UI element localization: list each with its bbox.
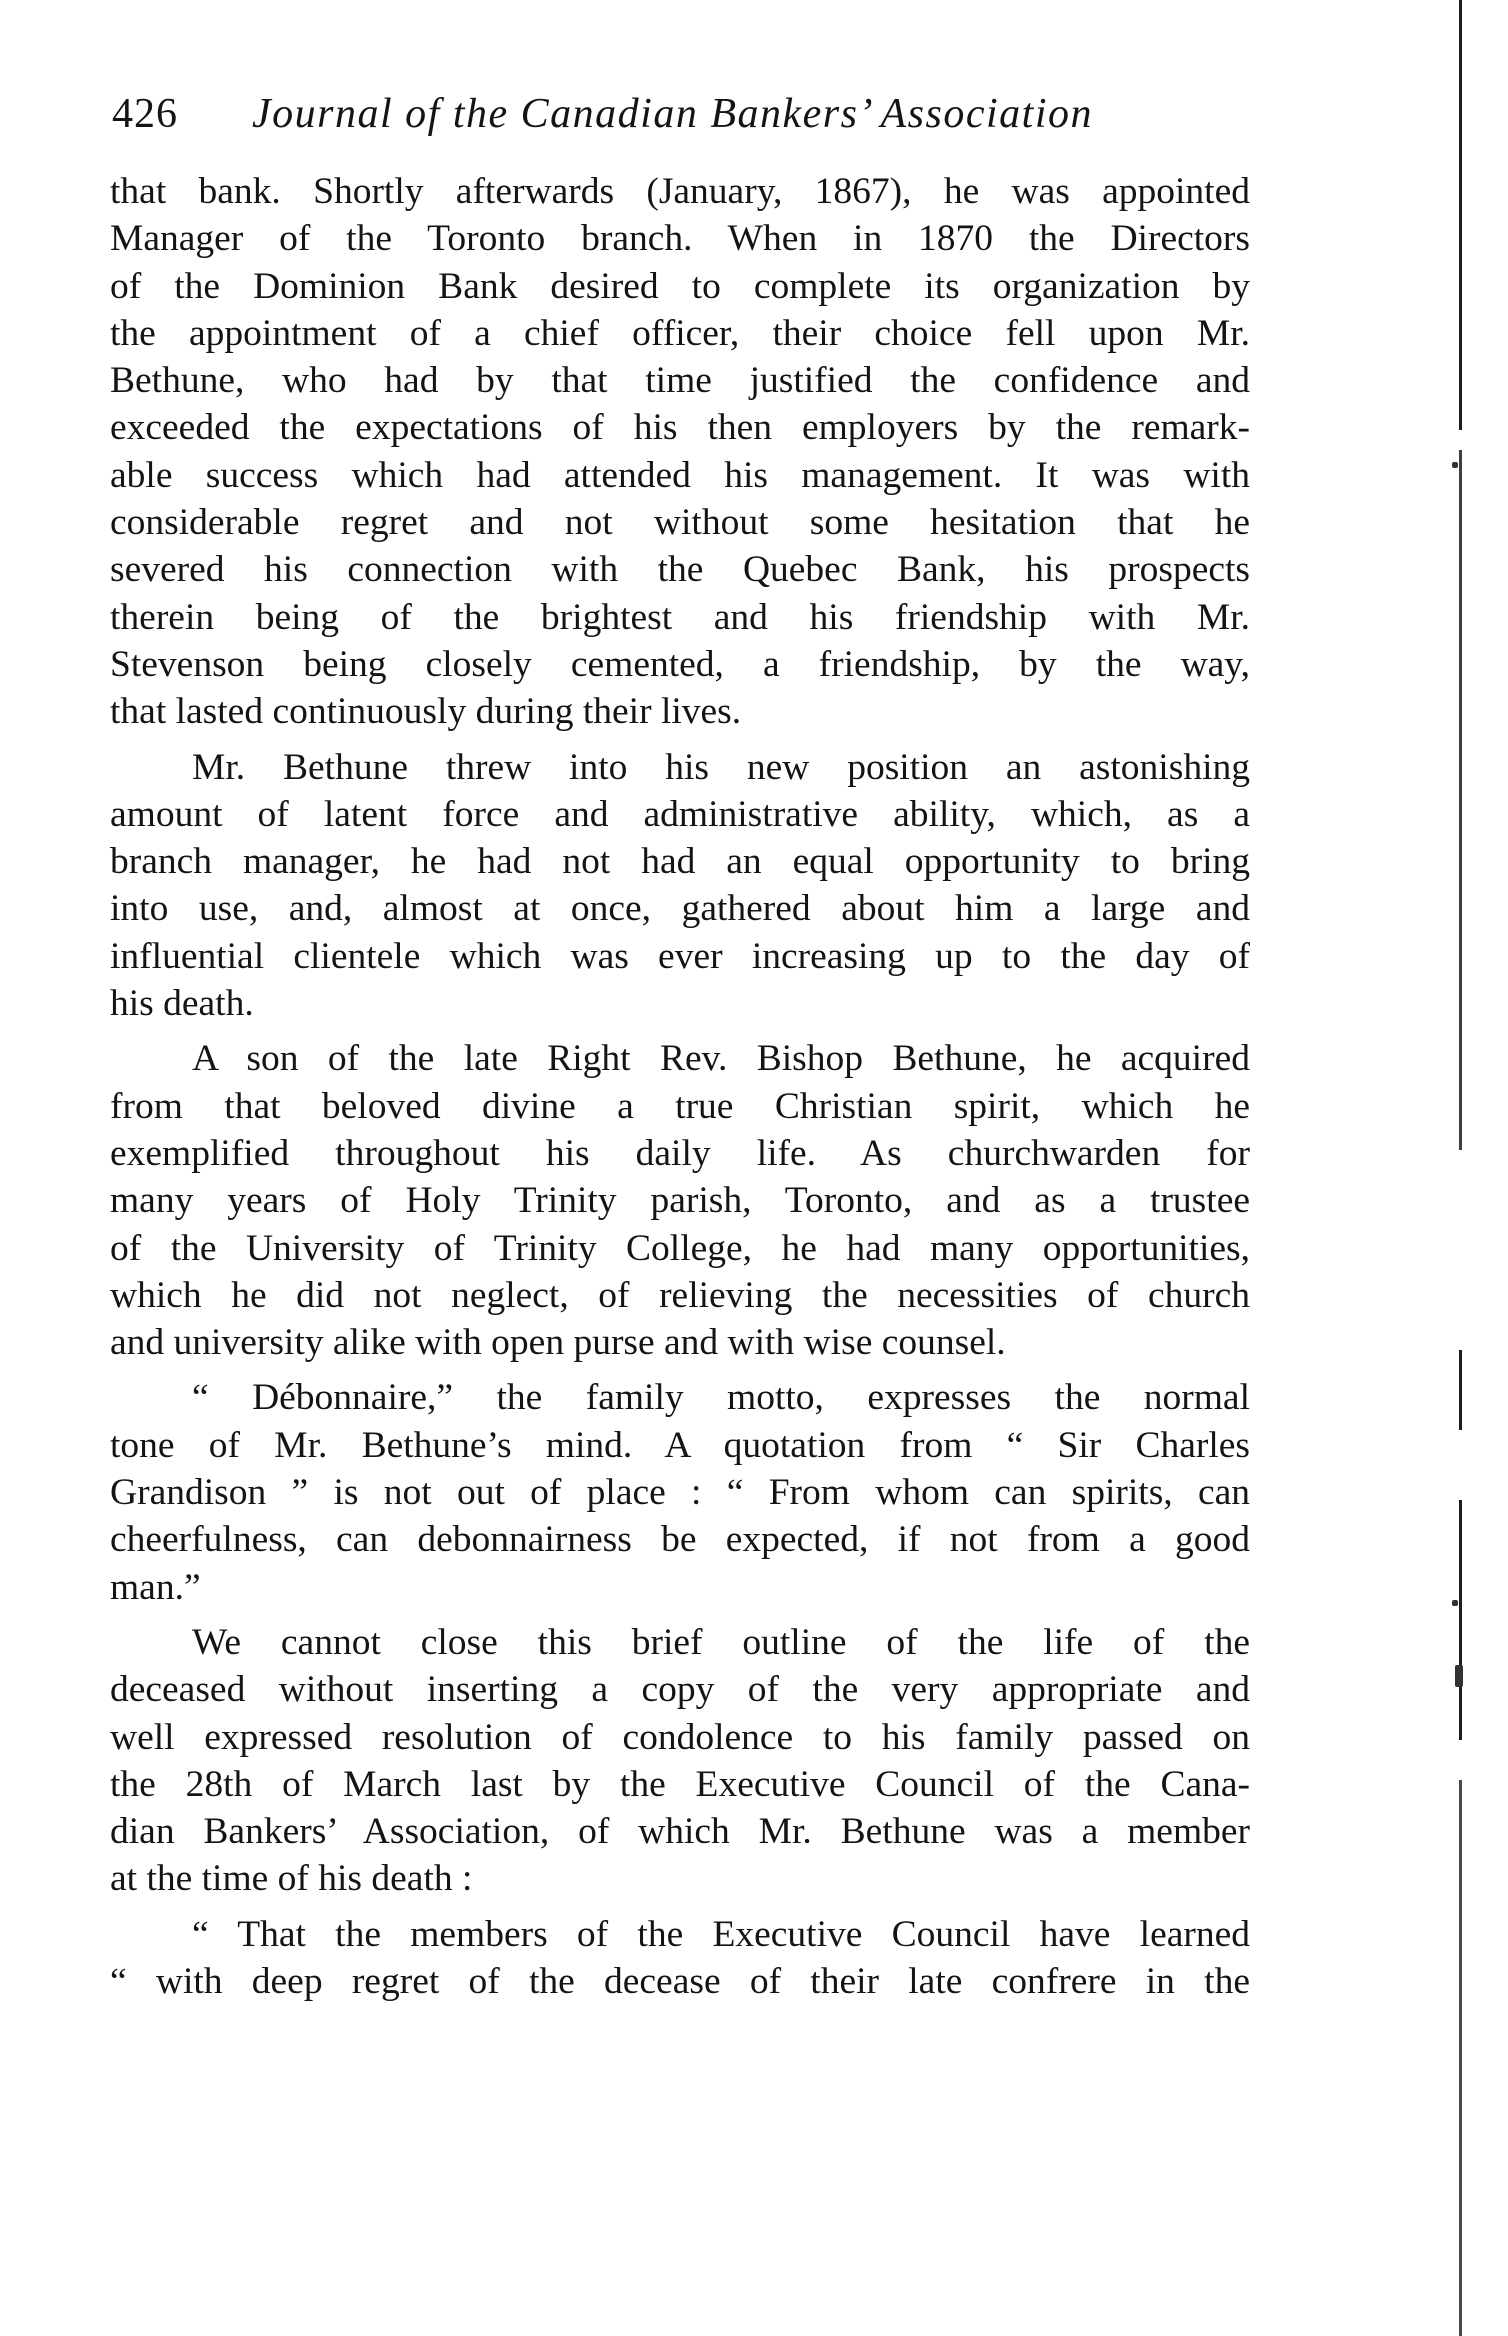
- text-line: dian Bankers’ Association, of which Mr. Bethune was a member: [110, 1811, 1250, 1853]
- paragraph-1: [110, 168, 1250, 736]
- scan-speck: [1455, 1665, 1463, 1687]
- paragraph-5: [110, 1619, 1250, 1903]
- text-line: deceased without inserting a copy of the very appropriate and: [110, 1669, 1250, 1711]
- text-line: We cannot close this brief outline of the life of the: [192, 1621, 1250, 1663]
- scan-speck: [1452, 462, 1458, 468]
- text-line: that bank. Shortly afterwards (January, 1867), he was appointed: [110, 171, 1250, 212]
- paragraph-6: [110, 1911, 1250, 2006]
- text-line: severed his connection with the Quebec Bank, his prospects: [110, 549, 1250, 591]
- text-line: tone of Mr. Bethune’s mind. A quotation from “ Sir Charles: [110, 1424, 1250, 1466]
- text-line: the 28th of March last by the Executive Council of the Cana-: [110, 1763, 1250, 1805]
- binding-edge-line: [1459, 450, 1462, 1150]
- text-line: Stevenson being closely cemented, a friendship, by the way,: [110, 643, 1250, 685]
- text-line: Manager of the Toronto branch. When in 1870 the Directors: [110, 218, 1250, 260]
- text-line: therein being of the brightest and his friendship with Mr.: [110, 596, 1250, 638]
- text-line: Bethune, who had by that time justified the confidence and: [110, 360, 1250, 402]
- text-line: A son of the late Right Rev. Bishop Bethune, he acquired: [192, 1038, 1250, 1080]
- paragraph-3: [110, 1035, 1250, 1366]
- text-line: “ That the members of the Executive Council have learned: [192, 1913, 1250, 1955]
- text-line: his death.: [110, 983, 254, 1025]
- text-line: well expressed resolution of condolence to his family passed on: [110, 1716, 1250, 1758]
- text-line: Grandison ” is not out of place : “ From whom can spirits, can: [110, 1472, 1250, 1514]
- text-line: at the time of his death :: [110, 1858, 473, 1900]
- text-line: “ with deep regret of the decease of their late confrere in the: [110, 1960, 1250, 2002]
- text-line: considerable regret and not without some hesitation that he: [110, 502, 1250, 544]
- text-line: from that beloved divine a true Christian spirit, which he: [110, 1085, 1250, 1127]
- text-line: and university alike with open purse and with wise counsel.: [110, 1322, 1006, 1364]
- page-header: [112, 84, 1262, 144]
- binding-edge-line: [1459, 1780, 1462, 2336]
- text-line: of the University of Trinity College, he had many opportunities,: [110, 1227, 1250, 1269]
- text-line: of the Dominion Bank desired to complete its organization by: [110, 265, 1250, 307]
- binding-edge-line: [1459, 0, 1462, 430]
- text-line: many years of Holy Trinity parish, Toronto, and as a trustee: [110, 1180, 1250, 1222]
- text-line: exemplified throughout his daily life. As churchwarden for: [110, 1132, 1250, 1174]
- text-line: branch manager, he had not had an equal opportunity to bring: [110, 841, 1250, 883]
- scan-speck: [1452, 1600, 1458, 1606]
- paragraph-4: [110, 1374, 1250, 1610]
- text-line: into use, and, almost at once, gathered about him a large and: [110, 888, 1250, 930]
- text-line: able success which had attended his management. It was with: [110, 454, 1250, 496]
- binding-edge-line: [1459, 1500, 1462, 1740]
- text-line: exceeded the expectations of his then employers by the remark-: [110, 407, 1250, 449]
- text-line: that lasted continuously during their lives.: [110, 691, 742, 733]
- running-title: Journal of the Canadian Bankers’ Association: [252, 91, 1094, 137]
- text-line: the appointment of a chief officer, their choice fell upon Mr.: [110, 312, 1250, 354]
- text-line: cheerfulness, can debonnairness be expected, if not from a good: [110, 1519, 1250, 1561]
- text-line: man.”: [110, 1566, 201, 1608]
- body-text: [110, 168, 1250, 2005]
- text-line: influential clientele which was ever increasing up to the day of: [110, 935, 1250, 977]
- binding-edge-line: [1459, 1350, 1462, 1430]
- paragraph-2: [110, 744, 1250, 1028]
- text-line: “ Débonnaire,” the family motto, expresses the normal: [192, 1377, 1250, 1419]
- page-number: 426: [112, 91, 178, 137]
- text-line: which he did not neglect, of relieving the necessities of church: [110, 1274, 1250, 1316]
- text-line: amount of latent force and administrative ability, which, as a: [110, 793, 1250, 835]
- text-line: Mr. Bethune threw into his new position an astonishing: [192, 746, 1250, 788]
